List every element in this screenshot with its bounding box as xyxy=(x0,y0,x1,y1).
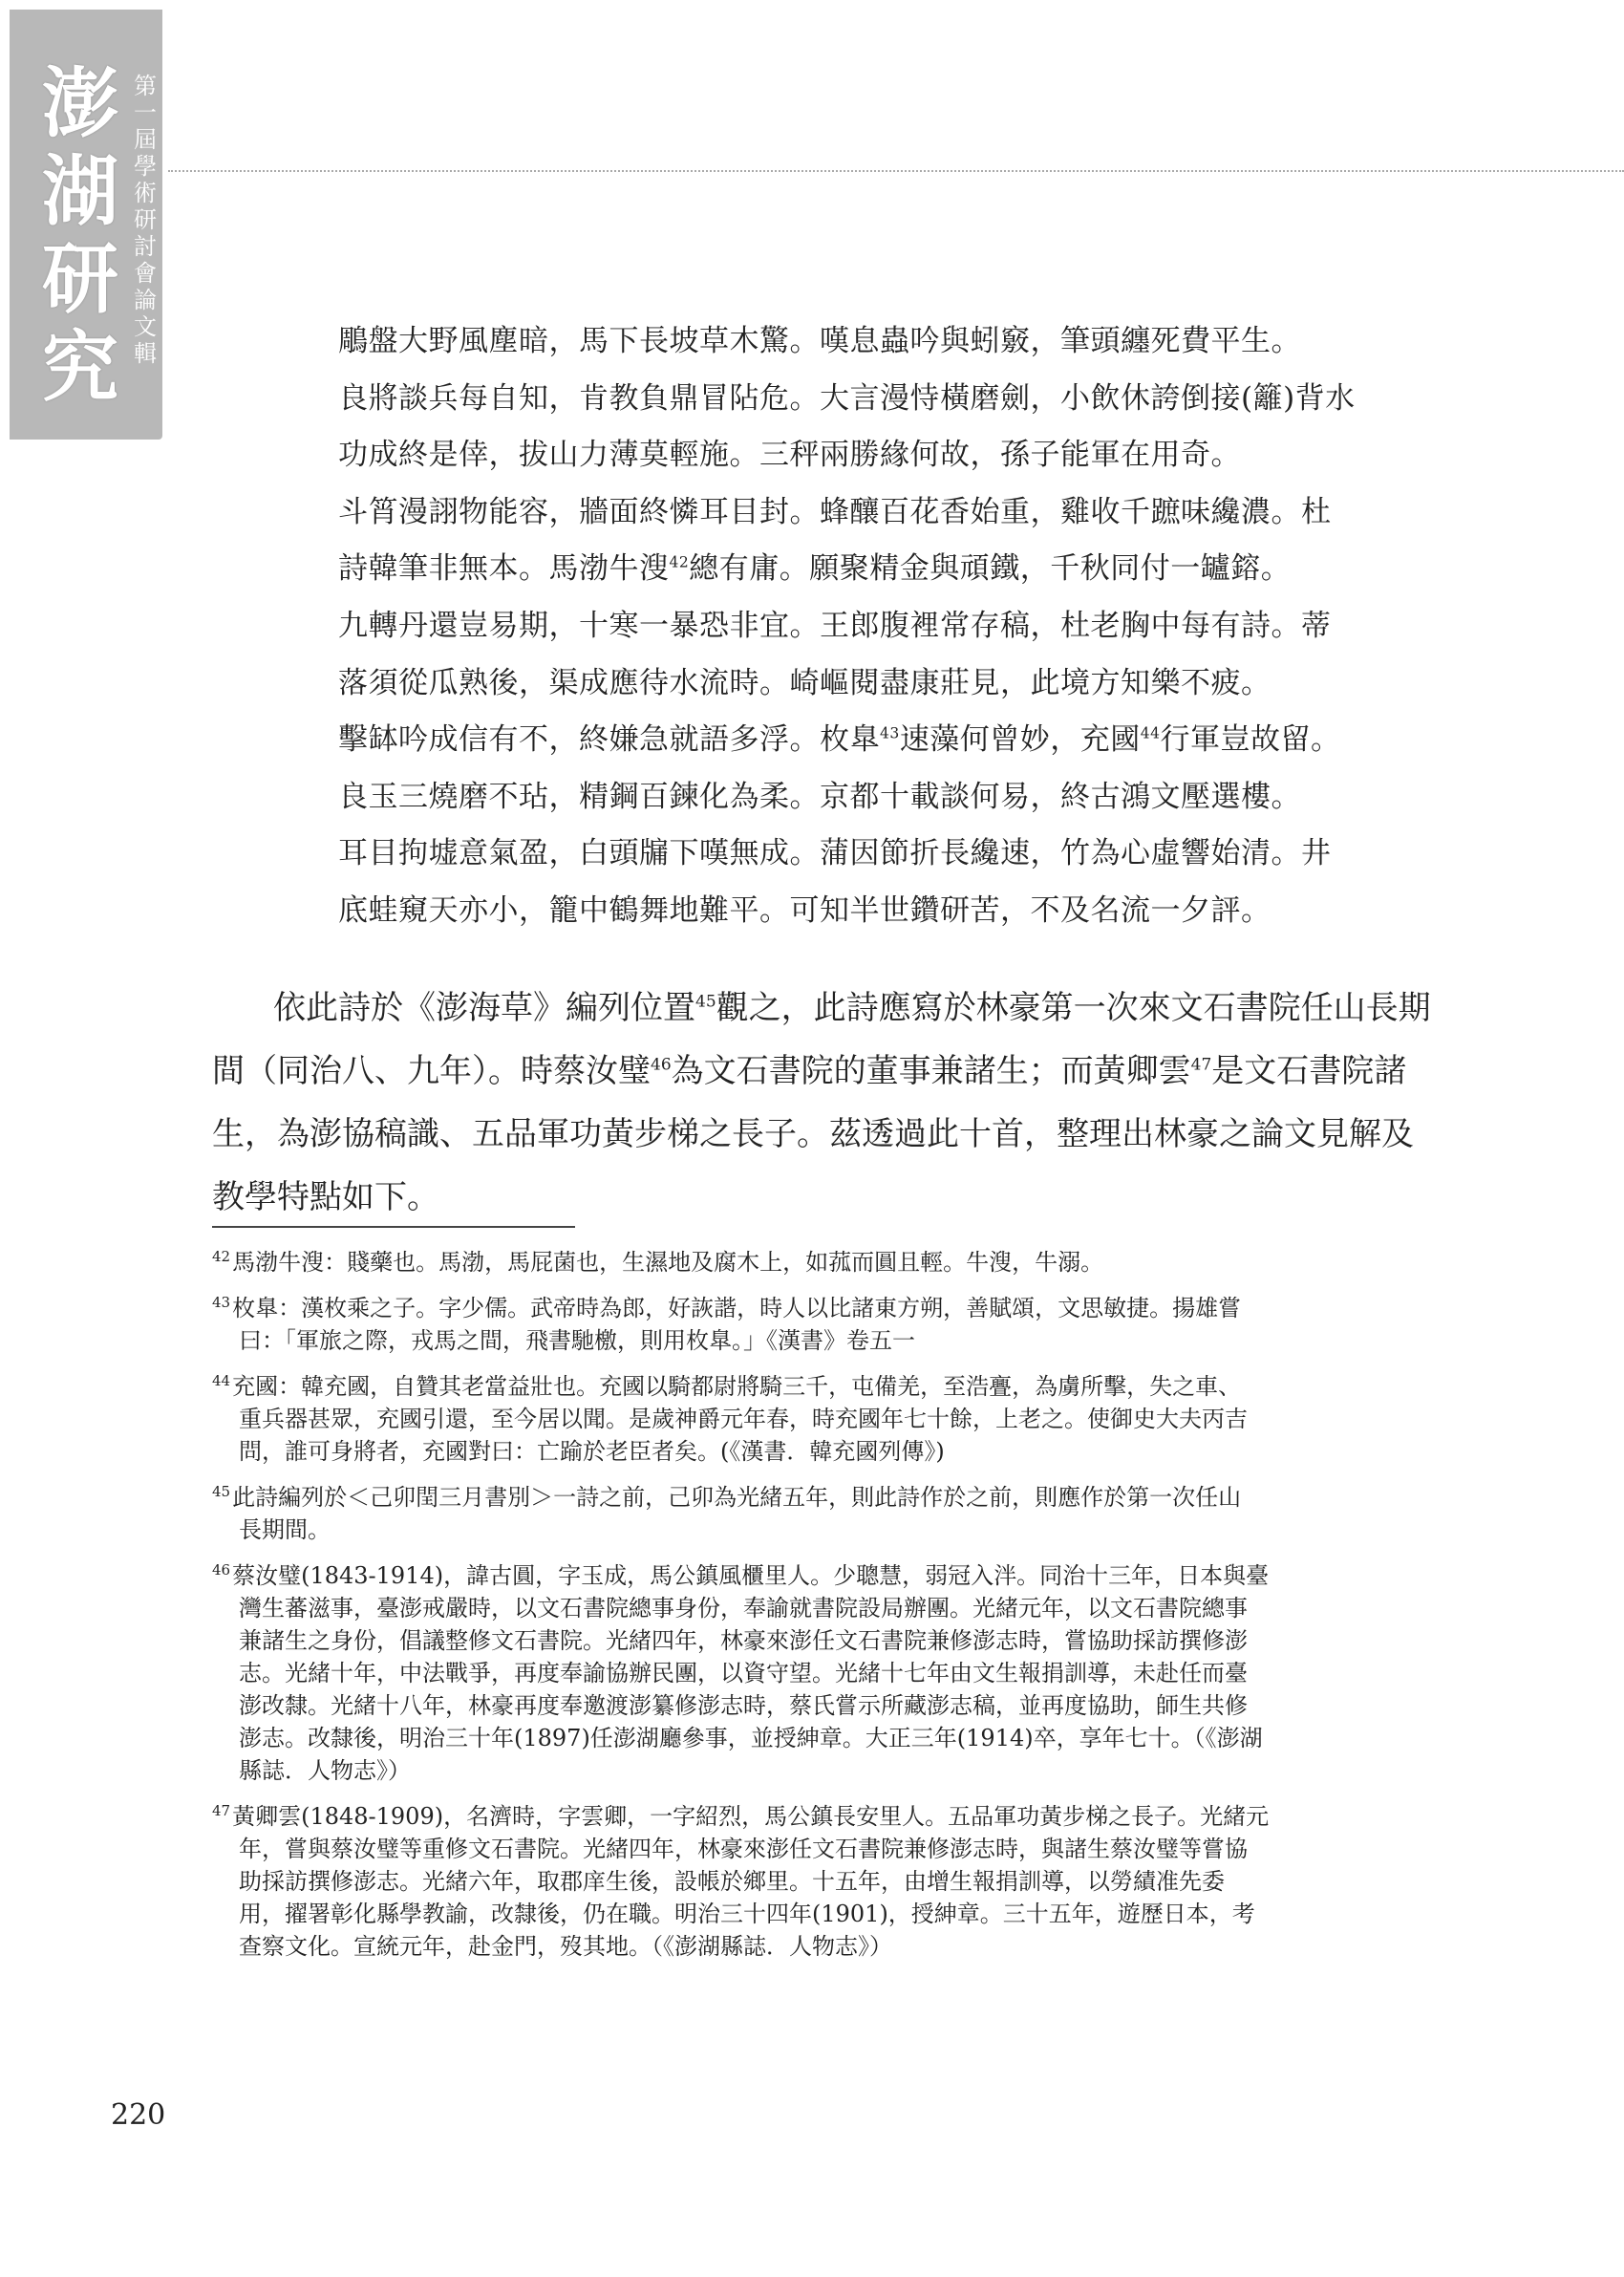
footnotes xyxy=(212,1233,1423,1963)
footnote-number: 46 xyxy=(212,1561,231,1579)
footnote-line: 重兵器甚眾，充國引還，至今居以聞。是歲神爵元年春，時充國年七十餘，上老之。使御史大夫丙吉 xyxy=(239,1406,1248,1432)
journal-title xyxy=(42,59,118,411)
prose-line: 生，為澎協稿識、五品軍功黃步梯之長子。茲透過此十首，整理出林豪之論文見解及 xyxy=(212,1115,1414,1153)
footnote-line: 志。光緒十年，中法戰爭，再度奉諭協辦民團，以資守望。光緒十七年由文生報捐訓導，未赴任而臺 xyxy=(239,1660,1248,1686)
journal-subtitle-char: 研 xyxy=(134,206,157,233)
journal-subtitle-char: 討 xyxy=(134,233,157,260)
footnote-number: 44 xyxy=(212,1372,231,1389)
footnote-line: $^{46}$蔡汝璧(1843-1914)，諱古圓，字玉成，馬公鎮風櫃里人。少聰慧，弱冠入泮。同治十三年，日本與臺 xyxy=(212,1561,1270,1589)
footnote xyxy=(212,1292,1423,1357)
poem-line: 底蛙窺天亦小，籠中鶴舞地難平。可知半世鑽研苦，不及名流一夕評。 xyxy=(338,892,1271,928)
poem-line: 良將談兵每自知，肯教負鼎冒阽危。大言漫恃橫磨劍，小飲休誇倒接(籬)背水 xyxy=(338,380,1356,416)
footnote-ref: 45 xyxy=(695,992,716,1012)
journal-subtitle-char: 屆 xyxy=(134,126,157,153)
journal-subtitle-char: 第 xyxy=(134,73,157,99)
prose-line: 間（同治八、九年）。時蔡汝璧$^{46}$為文石書院的董事兼諸生；而黃卿雲$^{47}$是文石書院諸 xyxy=(212,1052,1407,1090)
poem-block xyxy=(338,313,1423,940)
footnote-line: 問，誰可身將者，充國對曰：亡踰於老臣者矣。(《漢書．韓充國列傳》) xyxy=(239,1438,945,1465)
footnote-line: $^{44}$充國：韓充國，自贊其老當益壯也。充國以騎都尉將騎三千，屯備羌，至浩亹，為虜所擊，失之車、 xyxy=(212,1372,1242,1400)
journal-subtitle-char: 一 xyxy=(134,99,157,126)
journal-title-char: 澎 xyxy=(42,58,118,148)
footnote-ref: 44 xyxy=(1140,724,1161,742)
journal-title-char: 究 xyxy=(42,322,118,412)
footnote xyxy=(212,1559,1423,1787)
footnote xyxy=(212,1800,1423,1963)
prose-line: 依此詩於《澎海草》編列位置$^{45}$觀之，此詩應寫於林豪第一次來文石書院任山長期 xyxy=(273,989,1431,1027)
footnote-line: $^{47}$黃卿雲(1848-1909)，名濟時，字雲卿，一字紹烈，馬公鎮長安里人。五品軍功黃步梯之長子。光緒元 xyxy=(212,1802,1270,1830)
footnote-number: 42 xyxy=(212,1248,231,1265)
poem-line: 九轉丹還豈易期，十寒一暴恐非宜。王郎腹裡常存稿，杜老胸中每有詩。蒂 xyxy=(338,608,1332,643)
footnote xyxy=(212,1370,1423,1468)
footnote-ref: 46 xyxy=(651,1055,672,1075)
journal-subtitle-char: 論 xyxy=(134,287,157,313)
poem-line: 斗筲漫詡物能容，牆面終憐耳目封。蜂釀百花香始重，雞收千蹠味纔濃。杜 xyxy=(338,494,1332,529)
footnote-line: 曰：「軍旅之際，戎馬之間，飛書馳檄，則用枚臯。」《漢書》卷五一 xyxy=(239,1327,915,1354)
footnote xyxy=(212,1246,1423,1278)
journal-subtitle-char: 文 xyxy=(134,313,157,340)
footnote-line: 長期間。 xyxy=(239,1516,331,1543)
footnote-number: 47 xyxy=(212,1802,231,1819)
footnote-line: $^{42}$馬渤牛溲：賤藥也。馬渤，馬屁菌也，生濕地及腐木上，如菰而圓且輕。牛溲，牛溺。 xyxy=(212,1248,1104,1276)
footnote-number: 45 xyxy=(212,1483,231,1500)
footnote-ref: 43 xyxy=(880,724,900,742)
footnote-line: 灣生蕃滋事，臺澎戒嚴時，以文石書院總事身份，奉諭就書院設局辦團。光緒元年，以文石書院總事 xyxy=(239,1595,1248,1622)
footnote-line: $^{45}$此詩編列於＜己卯閏三月書別＞一詩之前，己卯為光緒五年，則此詩作於之前，則應作於第一次任山 xyxy=(212,1483,1242,1511)
journal-subtitle-char: 術 xyxy=(134,180,157,206)
footnote-ref: 42 xyxy=(669,554,690,572)
footnote-number: 43 xyxy=(212,1294,231,1311)
footnote-line: 澎改隸。光緒十八年，林豪再度奉邀渡澎纂修澎志時，蔡氏嘗示所藏澎志稿，並再度協助，師生共修 xyxy=(239,1692,1248,1719)
poem-line: 詩韓筆非無本。馬渤牛溲$^{42}$總有庸。願聚精金與頑鐵，千秋同付一罏鎔。 xyxy=(338,551,1292,587)
journal-subtitle-char: 學 xyxy=(134,153,157,180)
footnote-line: 查察文化。宣統元年，赴金門，歿其地。（《澎湖縣誌．人物志》） xyxy=(239,1933,892,1960)
footnote-ref: 47 xyxy=(1190,1055,1212,1075)
prose-line: 教學特點如下。 xyxy=(212,1178,439,1216)
footnote-line: 用，擢署彰化縣學教諭，改隸後，仍在職。明治三十四年(1901)，授紳章。三十五年，遊歷日本，考 xyxy=(239,1901,1255,1927)
poem-line: 擊缽吟成信有不，終嫌急就語多浮。枚臯$^{43}$速藻何曾妙，充國$^{44}$行軍豈故留。 xyxy=(338,722,1341,758)
body-paragraph xyxy=(212,977,1431,1229)
page-number: 220 xyxy=(111,2098,166,2132)
header-dotted-rule xyxy=(168,170,1624,172)
footnote-line: 澎志。改隸後，明治三十年(1897)任澎湖廳參事，並授紳章。大正三年(1914)卒，享年七十。（《澎湖 xyxy=(239,1725,1263,1751)
journal-title-char: 研 xyxy=(42,234,118,324)
journal-subtitle xyxy=(132,73,159,367)
footnote-line: 縣誌．人物志》） xyxy=(239,1757,411,1784)
journal-subtitle-char: 會 xyxy=(134,260,157,287)
journal-subtitle-char: 輯 xyxy=(134,340,157,367)
poem-line: 功成終是倖，拔山力薄莫輕施。三秤兩勝緣何故，孫子能軍在用奇。 xyxy=(338,438,1241,473)
footnote-line: 兼諸生之身份，倡議整修文石書院。光緒四年，林豪來澎任文石書院兼修澎志時，嘗協助採訪撰修澎 xyxy=(239,1627,1248,1654)
poem-line: 鵰盤大野風塵暗，馬下長坡草木驚。嘆息蟲吟與蚓竅，筆頭纏死費平生。 xyxy=(338,324,1301,358)
poem-line: 耳目拘墟意氣盈，白頭牖下嘆無成。蒲因節折長纔速，竹為心虛響始清。井 xyxy=(338,836,1332,871)
footnote-separator xyxy=(212,1226,575,1228)
footnote xyxy=(212,1481,1423,1546)
footnote-line: 年，嘗與蔡汝璧等重修文石書院。光緒四年，林豪來澎任文石書院兼修澎志時，與諸生蔡汝璧等嘗協 xyxy=(239,1836,1248,1862)
footnote-line: 助採訪撰修澎志。光緒六年，取郡庠生後，設帳於鄉里。十五年，由增生報捐訓導，以勞績准先委 xyxy=(239,1868,1225,1895)
journal-title-char: 湖 xyxy=(42,146,118,236)
footnote-line: $^{43}$枚臯：漢枚乘之子。字少儒。武帝時為郎，好詼諧，時人以比諸東方朔，善賦頌，文思敏捷。揚雄嘗 xyxy=(212,1294,1242,1321)
poem-line: 落須從瓜熟後，渠成應待水流時。崎嶇閱盡康莊見，此境方知樂不疲。 xyxy=(338,665,1271,700)
poem-line: 良玉三燒磨不玷，精鋼百鍊化為柔。京都十載談何易，終古鴻文壓選樓。 xyxy=(338,779,1301,814)
